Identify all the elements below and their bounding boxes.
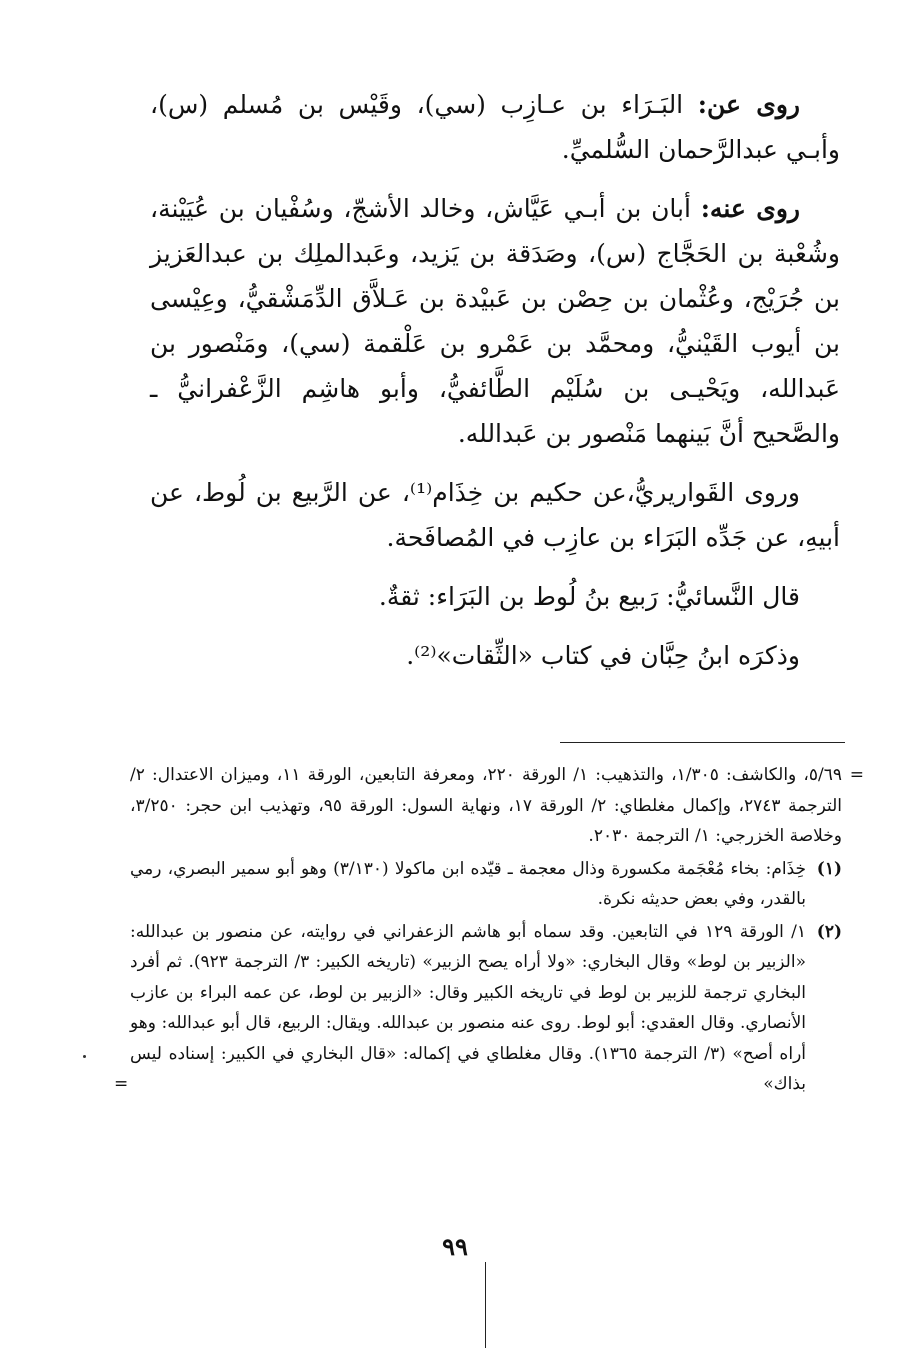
footnote-separator: [560, 742, 845, 743]
footnotes: [114, 760, 864, 1100]
footnote-1: [130, 854, 842, 915]
paragraph-ibn-hibban: وذكرَه ابنُ حِبَّان في كتاب «الثِّقات»⁽²⁾.: [406, 641, 800, 670]
main-text-block: [150, 82, 840, 678]
text-narrated-from: البَـرَاء بن عـازِب (سي)، وقَيْس بن مُسلم (س)، وأبـي عبدالرَّحمان السُّلميِّ.: [150, 90, 840, 164]
label-narrated-by: روى عنه:: [700, 194, 801, 223]
footnote-2-text: ١/ الورقة ١٢٩ في التابعين. وقد سماه أبو هاشم الزعفراني في روايته، عن منصور بن عبدالله: «الزبير بن لوط» وقال البخاري: «ولا أراه يصح الزبير» (تاريخه الكبير: ٣/ الترجمة ٩٢٣). ثم أفرد البخاري ترجمة للزبير بن لوط في تاريخه الكبير وقال: «الزبير بن لوط، عن عمه البراء بن عازب الأنصاري. وقال العقدي: أبو لوط. روى عنه منصور بن عبدالله. ويقال: الربيع، قال أبو عبدالله: وهو أراه أصح» (٣/ الترجمة ١٣٦٥). وقال مغلطاي في إكماله: «قال البخاري في الكبير: إسناده ليس بذاك»: [130, 921, 807, 1094]
label-narrated-from: روى عن:: [697, 90, 801, 119]
footnote-1-text: خِذَام: بخاء مُعْجَمة مكسورة وذال معجمة ـ قيّده ابن ماكولا (٣/١٣٠) وهو أبو سمير البصري، رمي بالقدر، وفي بعض حديثه نكرة.: [130, 858, 807, 909]
page-number: ٩٩: [442, 1232, 468, 1261]
footnote-2-number: (٢): [816, 921, 842, 942]
paragraph-narrated-by: [150, 186, 840, 456]
binding-line: [485, 1262, 486, 1348]
footnote-continuation: [130, 760, 864, 852]
continuation-marker: =: [849, 765, 864, 785]
main-text: [150, 82, 840, 678]
scan-speck: [83, 1055, 86, 1058]
paragraph-nasai: قال النَّسائيُّ: رَبيع بنُ لُوط بن البَرَاء: ثقةٌ.: [378, 582, 800, 611]
footnote-continuation-text: ٥/٦٩، والكاشف: ١/٣٠٥، والتذهيب: ١/ الورقة ٢٢٠، ومعرفة التابعين، الورقة ١١، وميزان الاعتدال: ٢/ الترجمة ٢٧٤٣، وإكمال مغلطاي: ٢/ الورقة ١٧، ونهاية السول: الورقة ٩٥، وتهذيب ابن حجر: ٣/٢٥٠، وخلاصة الخزرجي: ١/ الترجمة ٢٠٣٠.: [130, 765, 843, 846]
paragraph-narrated-from: [150, 82, 840, 172]
paragraph-qawariri: وروى القَواريريُّ،عن حكيم بن خِذَام⁽¹⁾، عن الرَّبيع بن لُوط، عن أبيهِ، عن جَدِّه البَرَاء بن عازِب في المُصافَحة.: [150, 478, 840, 552]
footnote-1-number: (١): [816, 858, 842, 879]
footnote-2: [114, 917, 842, 1100]
text-narrated-by: أبان بن أبـي عَيَّاش، وخالد الأشجّ، وسُفْيان بن عُيَيْنة، وشُعْبة بن الحَجَّاج (س)، وصَدَقة بن يَزيد، وعَبدالملِك بن عبدالعَزيز بن جُرَيْج، وعُثْمان بن حِصْن بن عَبيْدة بن عَـلاَّق الدِّمَشْقيُّ، وعِيْسى بن أيوب القَيْنيُّ، ومحمَّد بن عَمْرو بن عَلْقمة (سي)، ومَنْصور بن عَبدالله، ويَحْيـى بن سُلَيْم الطَّائفيُّ، وأبو هاشِم الزَّعْفرانيُّ ـ والصَّحيح أنَّ بَينهما مَنْصور بن عَبدالله.: [150, 194, 840, 448]
footnote-2-continuation-marker: =: [114, 1074, 129, 1094]
